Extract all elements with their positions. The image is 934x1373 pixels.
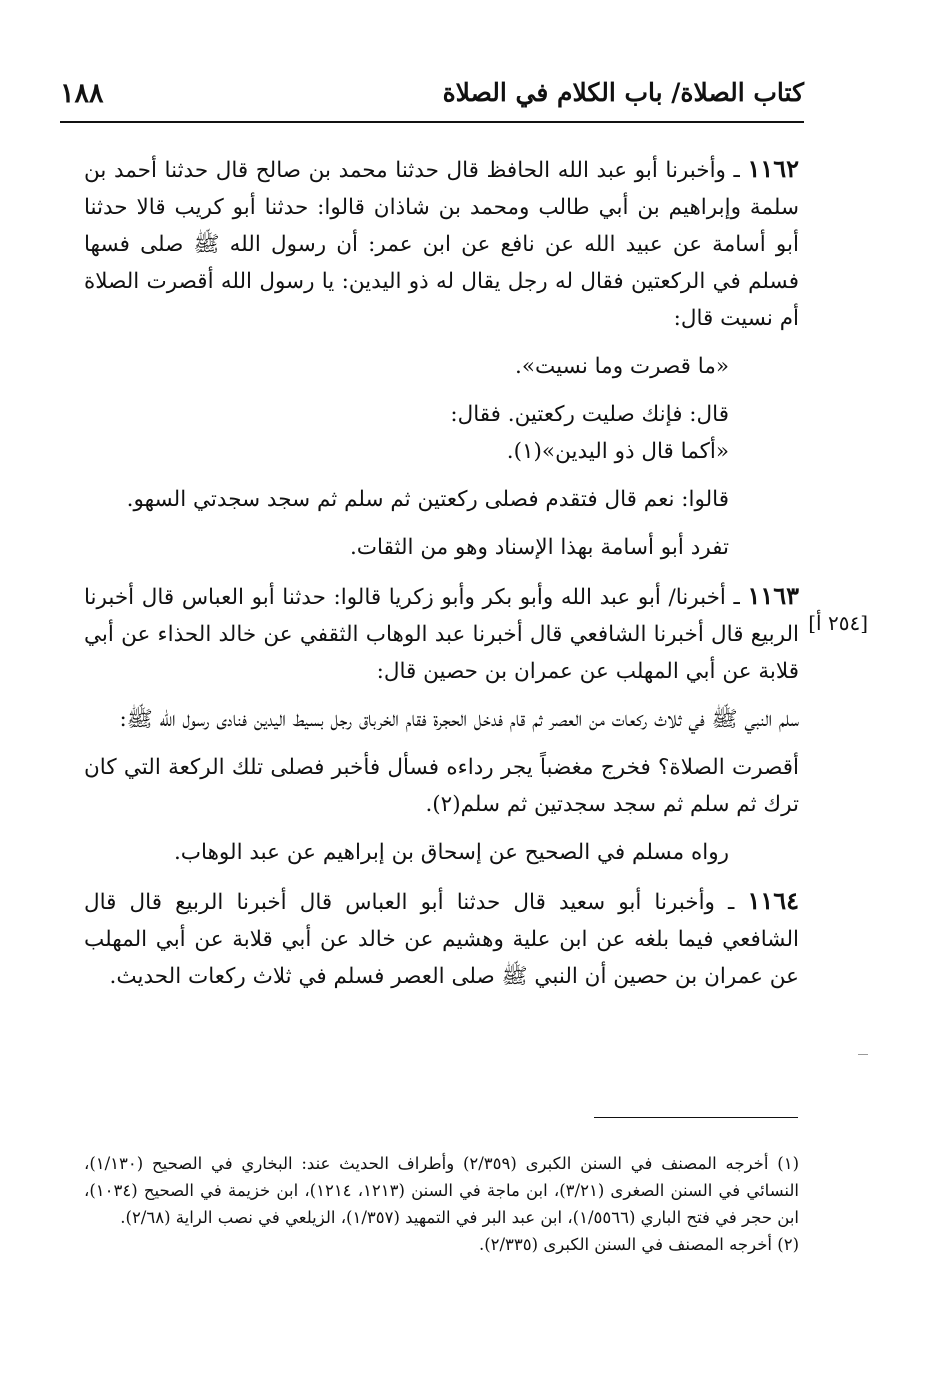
footnotes — [84, 1150, 799, 1258]
hadith-text: ـ أخبرنا/ أبو عبد الله وأبو بكر وأبو زكريا قالوا: حدثنا أبو العباس قال أخبرنا الربيع قال أخبرنا الشافعي قال أخبرنا عبد الوهاب الثقفي عن خالد الحذاء عن أبي قلابة عن أبي المهلب عن عمران بن حصين قال: — [84, 585, 799, 684]
hadith-number: ١١٦٢ — [747, 154, 799, 183]
hadith-1162 — [84, 150, 799, 337]
running-header — [60, 74, 804, 120]
text-paragraph: قالوا: نعم قال فتقدم فصلى ركعتين ثم سلم ثم سجد سجدتي السهو. — [126, 487, 729, 512]
hadith-1163 — [84, 577, 799, 690]
quote-paragraph: «ما قصرت وما نسيت». — [515, 354, 729, 379]
hadith-text: ـ وأخبرنا أبو عبد الله الحافظ قال حدثنا محمد بن صالح قال حدثنا أحمد بن سلمة وإبراهيم بن أبي طالب ومحمد بن شاذان قالوا: حدثنا أبو كريب قالا حدثنا أبو أسامة عن عبيد الله عن نافع عن ابن عمر: أن رسول الله ﷺ صلى فسها فسلم في الركعتين فقال له رجل يقال له ذو اليدين: يا رسول الله أقصرت الصلاة أم نسيت قال: — [84, 158, 799, 331]
footnote-rule — [594, 1117, 798, 1118]
narrator-note: تفرد أبو أسامة بهذا الإسناد وهو من الثقات. — [349, 535, 729, 560]
text-paragraph: أقصرت الصلاة؟ فخرج مغضباً يجر رداءه فسأل فأخبر فصلى تلك الركعة التي كان ترك ثم سلم ثم سجد سجدتين ثم سلم(٢). — [84, 755, 799, 817]
hadith-text: ـ وأخبرنا أبو سعيد قال حدثنا أبو العباس قال أخبرنا الربيع قال قال الشافعي فيما بلغه عن ابن علية وهشيم عن خالد عن أبي قلابة عن أبي المهلب عن عمران بن حصين أن النبي ﷺ صلى العصر فسلم في ثلاث ركعات الحديث. — [84, 890, 799, 989]
manuscript-folio-ref: [٢٥٤ أ] — [808, 611, 868, 635]
margin-mark — [858, 1054, 868, 1055]
page-number: ١٨٨ — [60, 78, 104, 109]
hadith-number: ١١٦٣ — [747, 581, 799, 610]
footnote-2: (٢) أخرجه المصنف في السنن الكبرى (٢/٣٣٥). — [478, 1235, 799, 1254]
quote-paragraph: «أكما قال ذو اليدين»(١). — [506, 439, 729, 464]
text-paragraph: قال: فإنك صليت ركعتين. فقال: — [450, 402, 729, 427]
hadith-1164 — [84, 882, 799, 995]
text-paragraph: سلم النبي ﷺ في ثلاث ركعات من العصر ثم قام فدخل الحجرة فقام الخرباق رجل بسيط اليدين فنادى رسول الله ﷺ: — [119, 707, 799, 732]
narrator-note: رواه مسلم في الصحيح عن إسحاق بن إبراهيم عن عبد الوهاب. — [173, 840, 729, 865]
header-rule — [60, 121, 804, 123]
hadith-number: ١١٦٤ — [747, 886, 799, 915]
main-text — [84, 150, 799, 1006]
chapter-title: كتاب الصلاة/ باب الكلام في الصلاة — [442, 78, 804, 107]
footnote-1: (١) أخرجه المصنف في السنن الكبرى (٢/٣٥٩) وأطراف الحديث عند: البخاري في الصحيح (١/١٣٠)، النسائي في السنن الصغرى (٣/٢١)، ابن ماجة في السنن (١٢١٣، ١٢١٤)، ابن خزيمة في الصحيح (١٠٣٤)، ابن حجر في فتح الباري (١/٥٥٦٦)، ابن عبد البر في التمهيد (١/٣٥٧)، الزيلعي في نصب الراية (٢/٦٨). — [84, 1154, 799, 1227]
